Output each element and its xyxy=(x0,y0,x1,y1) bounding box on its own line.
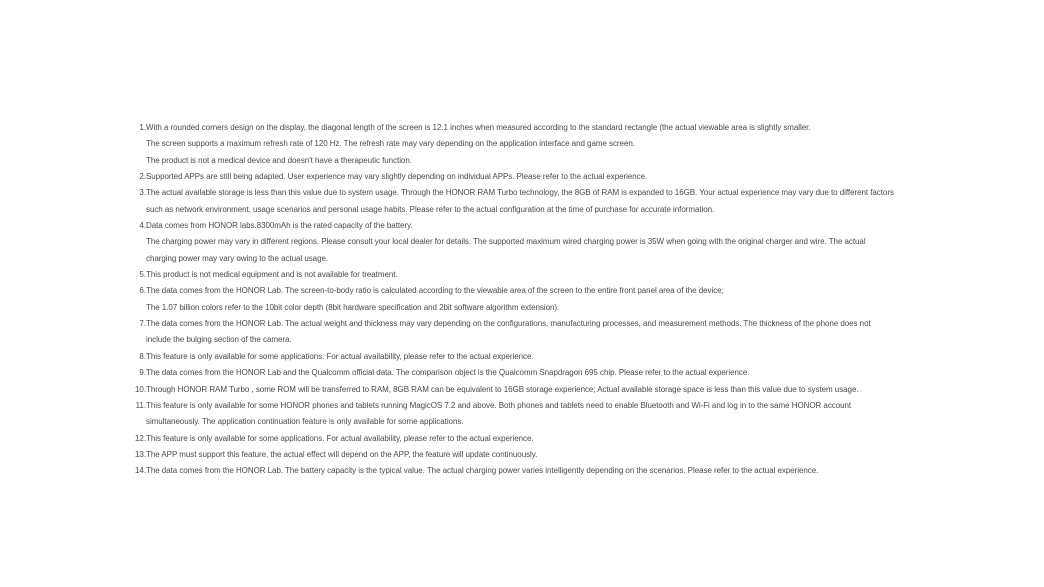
footnote-item xyxy=(134,185,924,218)
footnote-text xyxy=(146,218,924,267)
footnote-line: The 1.07 billion colors refer to the 10bit color depth (8bit hardware specification and 2bit software algorithm extension). xyxy=(146,302,560,312)
footnote-line: The APP must support this feature, the actual effect will depend on the APP, the feature will update continuously. xyxy=(146,449,538,459)
footnote-text xyxy=(146,120,924,169)
footnote-text xyxy=(146,463,924,479)
footnote-line: Data comes from HONOR labs.8300mAh is the rated capacity of the battery. xyxy=(146,221,413,231)
footnote-line: simultaneously. The application continuation feature is only available for some applications. xyxy=(146,417,464,427)
footnote-item xyxy=(134,218,924,267)
footnote-line: include the bulging section of the camera. xyxy=(146,335,292,345)
footnote-item xyxy=(134,316,924,349)
footnote-line: This feature is only available for some applications. For actual availability, please refer to the actual experience. xyxy=(146,351,534,361)
footnote-line: The screen supports a maximum refresh rate of 120 Hz. The refresh rate may vary depending on the application interface and game screen. xyxy=(146,139,635,149)
footnote-line: The actual available storage is less than this value due to system usage. Through the HONOR RAM Turbo technology, the 8GB of RAM is expanded to 16GB. Your actual experience may vary due to different factors xyxy=(146,188,894,198)
footnote-text xyxy=(146,398,924,431)
footnotes-list xyxy=(134,120,924,480)
footnote-text xyxy=(146,382,924,398)
footnote-line: The charging power may vary in different regions. Please consult your local dealer for details. The supported maximum wired charging power is 35W when going with the original charger and wire. The actual xyxy=(146,237,866,247)
footnote-item xyxy=(134,431,924,447)
footnote-item xyxy=(134,349,924,365)
footnote-line: This feature is only available for some HONOR phones and tablets running MagicOS 7.2 and above. Both phones and tablets need to enable Bluetooth and Wi-Fi and log in to the same HONOR account xyxy=(146,400,852,410)
footnote-number: 1. xyxy=(139,123,146,132)
footnote-item xyxy=(134,382,924,398)
footnote-line: such as network environment, usage scenarios and personal usage habits. Please refer to the actual configuration at the time of purchase for accurate information. xyxy=(146,204,715,214)
footnote-number: 13. xyxy=(135,449,146,459)
footnote-line: The data comes from the HONOR Lab. The actual weight and thickness may vary depending on the configurations, manufacturing processes, and measurement methods. The thickness of the phone does not xyxy=(146,319,871,329)
footnote-number: 4. xyxy=(139,221,146,231)
footnote-text xyxy=(146,267,924,283)
footnote-line: Supported APPs are still being adapted. User experience may vary slightly depending on individual APPs. Please refer to the actual experience. xyxy=(146,172,648,182)
footnote-item xyxy=(134,267,924,283)
footnote-item xyxy=(134,398,924,431)
footnote-item xyxy=(134,463,924,479)
footnote-number: 3. xyxy=(139,188,146,198)
footnote-text xyxy=(146,447,924,463)
footnote-number: 14. xyxy=(135,466,146,476)
footnote-item xyxy=(134,283,924,316)
footnote-line: The data comes from the HONOR Lab and the Qualcomm official data. The comparison object is the Qualcomm Snapdragon 695 chip. Please refer to the actual experience. xyxy=(146,368,750,378)
footnote-item xyxy=(134,365,924,381)
footnote-item xyxy=(134,447,924,463)
footnote-line: The data comes from the HONOR Lab. The screen-to-body ratio is calculated according to the viewable area of the screen to the entire front panel area of the device; xyxy=(146,286,724,296)
footnote-number: 11. xyxy=(135,400,146,410)
footnote-text xyxy=(146,185,924,218)
footnote-number: 9. xyxy=(139,368,146,378)
footnote-text xyxy=(146,365,924,381)
footnote-text xyxy=(146,349,924,365)
footnote-line: The product is not a medical device and doesn't have a therapeutic function. xyxy=(146,155,412,165)
footnote-text xyxy=(146,169,924,185)
footnote-text xyxy=(146,283,924,316)
footnote-number: 12. xyxy=(135,433,146,443)
footnote-number: 10. xyxy=(135,384,146,394)
footnote-text xyxy=(146,316,924,349)
footnote-item xyxy=(134,120,924,169)
footnote-line: charging power may vary owing to the actual usage. xyxy=(146,253,329,263)
footnote-line: The data comes from the HONOR Lab. The battery capacity is the typical value. The actual charging power varies intelligently depending on the scenarios. Please refer to the actual experience. xyxy=(146,466,819,476)
footnote-number: 6. xyxy=(139,286,146,296)
footnote-number: 7. xyxy=(139,319,146,329)
footnote-number: 5. xyxy=(139,270,146,280)
footnote-line: This product is not medical equipment and is not available for treatment. xyxy=(146,270,398,280)
footnote-item xyxy=(134,169,924,185)
footnote-text xyxy=(146,431,924,447)
footnote-number: 8. xyxy=(139,351,146,361)
footnote-number: 2. xyxy=(139,172,146,182)
footnote-line: This feature is only available for some applications. For actual availability, please refer to the actual experience. xyxy=(146,433,534,443)
footnote-line: Through HONOR RAM Turbo , some ROM will be transferred to RAM, 8GB RAM can be equivalent to 16GB storage experience; Actual available storage space is less than this value due to system usage. xyxy=(146,384,859,394)
footnote-line: With a rounded corners design on the display, the diagonal length of the screen is 12.1 inches when measured according to the standard rectangle (the actual viewable area is slightly smaller. xyxy=(146,123,811,132)
